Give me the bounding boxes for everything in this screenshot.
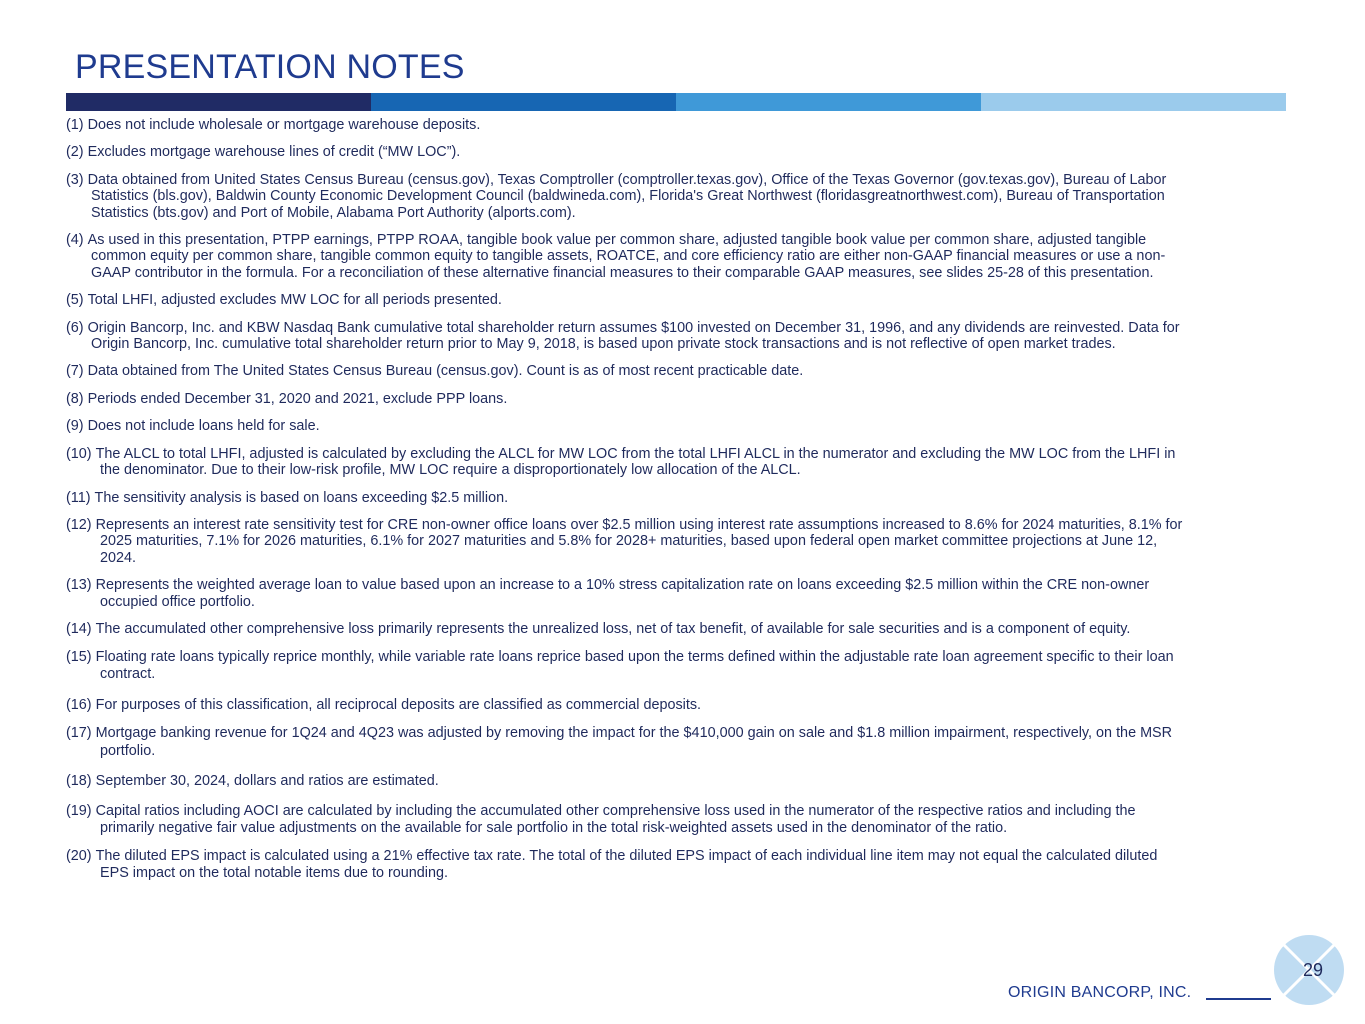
- note-line: The accumulated other comprehensive loss primarily represents the unrealized loss, net of tax benefit, of available for sale securities and is a component of equity.: [95, 620, 1131, 637]
- note-line: Floating rate loans typically reprice monthly, while variable rate loans reprice based upon the terms defined within the adjustable rate loan agreement specific to their loan: [95, 649, 1174, 666]
- note-line: GAAP contributor in the formula. For a reconciliation of these alternative financial measures to their comparable GAAP measures, see slides 25-28 of this presentation.: [91, 264, 1154, 281]
- note-text: [66, 697, 1321, 713]
- note-item: [66, 391, 1321, 407]
- note-line: occupied office portfolio.: [100, 593, 255, 610]
- note-line: Statistics (bls.gov), Baldwin County Economic Development Council (baldwineda.com), Florida's Great Northwest (floridasgreatnorthwest.com), Bureau of Transportation: [91, 188, 1165, 205]
- note-number: (3): [66, 171, 84, 188]
- note-number: (5): [66, 292, 84, 309]
- company-name: ORIGIN BANCORP, INC.: [1008, 984, 1192, 1001]
- note-text-continued: [66, 205, 1321, 221]
- color-bar-segment: [371, 93, 676, 111]
- note-line: EPS impact on the total notable items due to rounding.: [100, 864, 448, 881]
- note-number: (10): [66, 445, 92, 462]
- note-text-continued: [66, 741, 1321, 761]
- note-item: [66, 773, 1321, 789]
- note-text-continued: [66, 865, 1321, 881]
- note-text-continued: [66, 594, 1321, 610]
- note-item: [66, 418, 1321, 434]
- note-text: [66, 232, 1321, 248]
- note-number: (8): [66, 390, 84, 407]
- note-text: [66, 621, 1321, 637]
- note-number: (4): [66, 232, 84, 249]
- note-line: contract.: [100, 665, 156, 682]
- note-line: For purposes of this classification, all reciprocal deposits are classified as commercial deposits.: [95, 697, 702, 714]
- note-line: Does not include loans held for sale.: [87, 418, 320, 435]
- note-text: [66, 517, 1321, 533]
- note-item: [66, 848, 1321, 881]
- notes-list: [66, 117, 1321, 881]
- note-item: [66, 320, 1321, 353]
- note-line: primarily negative fair value adjustments on the available for sale portfolio in the total risk-weighted assets used in the denominator of the ratio.: [100, 819, 1008, 836]
- note-line: Origin Bancorp, Inc. and KBW Nasdaq Bank cumulative total shareholder return assumes $100 invested on December 31, 1996, and any dividends are reinvested. Data for: [87, 319, 1180, 336]
- note-text: [66, 117, 1321, 133]
- note-item: [66, 577, 1321, 610]
- note-line: Excludes mortgage warehouse lines of credit (“MW LOC”).: [87, 144, 461, 161]
- note-text: [66, 292, 1321, 308]
- note-text: [66, 363, 1321, 379]
- note-text: [66, 803, 1321, 819]
- note-item: [66, 697, 1321, 713]
- note-line: Represents an interest rate sensitivity test for CRE non-owner office loans over $2.5 million using interest rate assumptions increased to 8.6% for 2024 maturities, 8.1% for: [95, 516, 1183, 533]
- note-number: (14): [66, 620, 92, 637]
- note-text-continued: [66, 265, 1321, 281]
- note-item: [66, 117, 1321, 133]
- color-bar-segment: [676, 93, 981, 111]
- note-item: [66, 292, 1321, 308]
- note-number: (15): [66, 649, 92, 666]
- note-item: [66, 725, 1321, 761]
- note-line: Statistics (bts.gov) and Port of Mobile, Alabama Port Authority (alports.com).: [91, 204, 576, 221]
- note-item: [66, 172, 1321, 221]
- note-line: 2025 maturities, 7.1% for 2026 maturities, 6.1% for 2027 maturities and 5.8% for 2028+ maturities, based upon federal open market committee projections at June 12,: [100, 533, 1158, 550]
- note-number: (7): [66, 363, 84, 380]
- note-number: (17): [66, 724, 92, 741]
- note-text-continued: [66, 820, 1321, 836]
- page-number: 29: [1302, 960, 1324, 980]
- title-color-bar: [66, 93, 1286, 111]
- note-text: [66, 446, 1321, 462]
- note-line: portfolio.: [100, 742, 156, 759]
- note-line: The diluted EPS impact is calculated using a 21% effective tax rate. The total of the diluted EPS impact of each individual line item may not equal the calculated diluted: [95, 848, 1158, 865]
- note-number: (13): [66, 577, 92, 594]
- note-line: Capital ratios including AOCI are calculated by including the accumulated other comprehensive loss used in the numerator of the respective ratios and including the: [95, 803, 1136, 820]
- note-item: [66, 490, 1321, 506]
- note-line: Origin Bancorp, Inc. cumulative total shareholder return prior to May 9, 2018, is based upon private stock transactions and is not reflective of open market trades.: [91, 336, 1116, 353]
- note-item: [66, 649, 1321, 682]
- note-text: [66, 144, 1321, 160]
- note-text: [66, 773, 1321, 789]
- note-number: (9): [66, 418, 84, 435]
- note-text: [66, 649, 1321, 665]
- note-text: [66, 418, 1321, 434]
- note-item: [66, 803, 1321, 836]
- note-line: Mortgage banking revenue for 1Q24 and 4Q23 was adjusted by removing the impact for the $410,000 gain on sale and $1.8 million impairment, respectively, on the MSR: [95, 724, 1173, 741]
- note-text: [66, 848, 1321, 864]
- note-number: (20): [66, 848, 92, 865]
- note-text: [66, 577, 1321, 593]
- color-bar-segment: [981, 93, 1286, 111]
- note-item: [66, 446, 1321, 479]
- note-item: [66, 621, 1321, 637]
- note-text: [66, 320, 1321, 336]
- note-line: The sensitivity analysis is based on loans exceeding $2.5 million.: [94, 489, 509, 506]
- note-line: Represents the weighted average loan to value based upon an increase to a 10% stress capitalization rate on loans exceeding $2.5 million within the CRE non-owner: [95, 577, 1150, 594]
- note-text-continued: [66, 666, 1321, 682]
- note-text-continued: [66, 188, 1321, 204]
- page-title: PRESENTATION NOTES: [75, 48, 465, 86]
- note-text: [66, 490, 1321, 506]
- note-text-continued: [66, 248, 1321, 264]
- note-text-continued: [66, 336, 1321, 352]
- note-item: [66, 363, 1321, 379]
- note-number: (1): [66, 117, 84, 133]
- note-text: [66, 725, 1321, 741]
- note-number: (19): [66, 803, 92, 820]
- footer-rule: [1206, 998, 1271, 1000]
- note-line: September 30, 2024, dollars and ratios are estimated.: [95, 772, 439, 789]
- note-text-continued: [66, 462, 1321, 478]
- note-line: Total LHFI, adjusted excludes MW LOC for all periods presented.: [87, 292, 502, 309]
- note-item: [66, 232, 1321, 281]
- note-line: Data obtained from The United States Census Bureau (census.gov). Count is as of most recent practicable date.: [87, 363, 804, 380]
- note-number: (16): [66, 697, 92, 714]
- note-line: Does not include wholesale or mortgage warehouse deposits.: [87, 117, 481, 133]
- note-number: (18): [66, 772, 92, 789]
- note-line: Periods ended December 31, 2020 and 2021, exclude PPP loans.: [87, 390, 508, 407]
- note-number: (2): [66, 144, 84, 161]
- note-line: The ALCL to total LHFI, adjusted is calculated by excluding the ALCL for MW LOC from the total LHFI ALCL in the numerator and excluding the MW LOC from the LHFI in: [95, 445, 1176, 462]
- note-line: As used in this presentation, PTPP earnings, PTPP ROAA, tangible book value per common share, adjusted tangible book value per common share, adjusted tangible: [87, 232, 1147, 249]
- note-number: (6): [66, 319, 84, 336]
- note-text-continued: [66, 550, 1321, 566]
- note-number: (11): [66, 489, 91, 506]
- note-line: Data obtained from United States Census Bureau (census.gov), Texas Comptroller (comptroller.texas.gov), Office of the Texas Governor (gov.texas.gov), Bureau of Labor: [87, 171, 1167, 188]
- note-line: 2024.: [100, 549, 137, 566]
- note-number: (12): [66, 516, 92, 533]
- note-text: [66, 391, 1321, 407]
- note-text: [66, 172, 1321, 188]
- note-item: [66, 517, 1321, 566]
- note-line: common equity per common share, tangible common equity to tangible assets, ROATCE, and core efficiency ratio are either non-GAAP financial measures or use a non-: [91, 248, 1166, 265]
- note-item: [66, 144, 1321, 160]
- color-bar-segment: [66, 93, 371, 111]
- note-line: the denominator. Due to their low-risk profile, MW LOC require a disproportionately low allocation of the ALCL.: [100, 462, 801, 479]
- note-text-continued: [66, 533, 1321, 549]
